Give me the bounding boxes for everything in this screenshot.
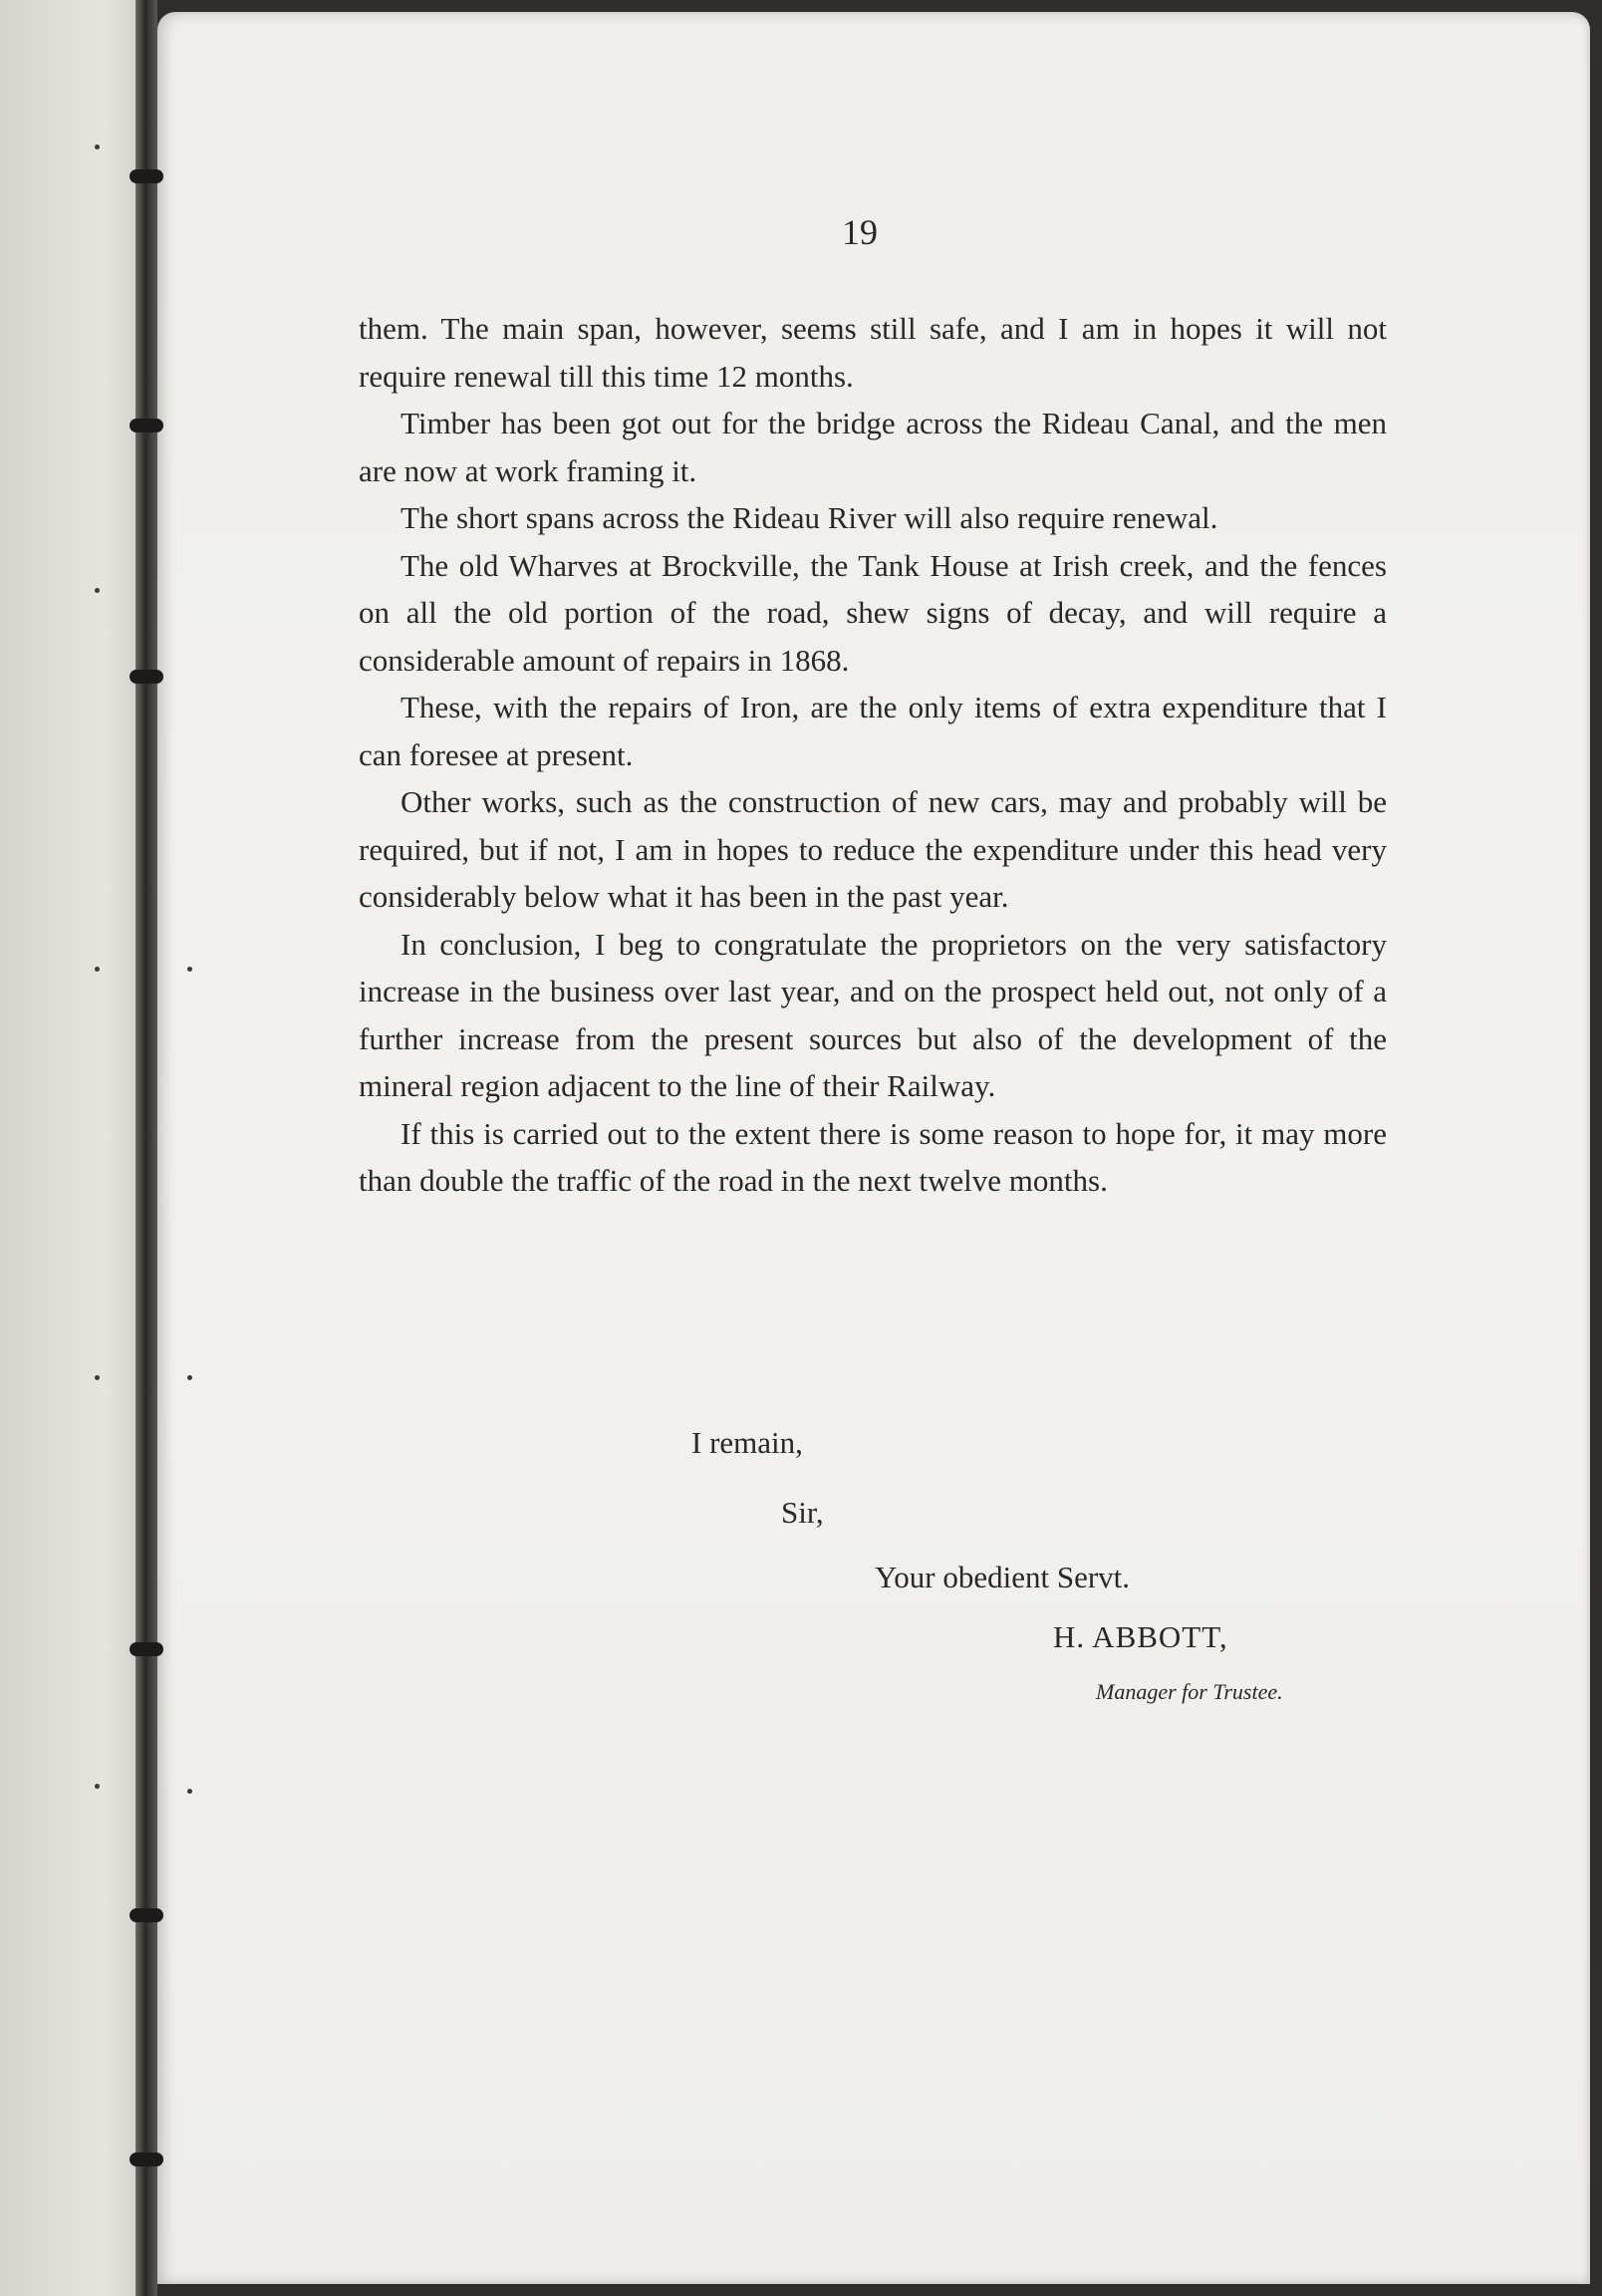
page-speck [95, 967, 100, 972]
paragraph: These, with the repairs of Iron, are the only items of extra expenditure that I can foresee at present. [359, 690, 1387, 772]
paragraph: The short spans across the Rideau River will also require renewal. [400, 500, 1218, 535]
paragraph: them. The main span, however, seems still safe, and I am in hopes it will not require renewal till this time 12 months. [359, 311, 1387, 394]
paragraph: In conclusion, I beg to congratulate the proprietors on the very satisfactory increase in the business over last year, and on the prospect held out, not only of a further increase from the present sources but also of the development of the mineral region adjacent to the line of their Railway. [359, 926, 1387, 1103]
page-speck [95, 144, 100, 149]
binding-stitch [130, 670, 163, 684]
page-speck [187, 967, 192, 972]
binding-stitch [130, 1908, 163, 1922]
paragraph: If this is carried out to the extent there is some reason to hope for, it may more than double the traffic of the road in the next twelve months. [359, 1115, 1387, 1198]
signature-name: H. ABBOTT, [1053, 1619, 1228, 1654]
closing-remain: I remain, [691, 1425, 803, 1460]
paragraph: Timber has been got out for the bridge across the Rideau Canal, and the men are now at work framing it. [359, 406, 1387, 488]
page-speck [187, 1375, 192, 1380]
page-speck [187, 1789, 192, 1794]
body-text [359, 305, 1387, 1205]
left-page-edge [0, 0, 149, 2296]
paragraph: The old Wharves at Brockville, the Tank House at Irish creek, and the fences on all the old portion of the road, shew signs of decay, and will require a considerable amount of repairs in 1868. [359, 547, 1387, 678]
binding-stitch [130, 1642, 163, 1656]
binding-stitch [130, 169, 163, 183]
paragraph: Other works, such as the construction of new cars, may and probably will be required, but if not, I am in hopes to reduce the expenditure under this head very considerably below what it has been in the past year. [359, 784, 1387, 914]
signature-title: Manager for Trustee. [1096, 1679, 1283, 1704]
closing-salutation: Sir, [781, 1495, 824, 1530]
page-number: 19 [842, 212, 878, 252]
binding-stitch [130, 2152, 163, 2166]
book-spine [135, 0, 157, 2296]
page-speck [95, 1375, 100, 1380]
page-speck [95, 1784, 100, 1789]
page-speck [95, 588, 100, 593]
closing-obedient: Your obedient Servt. [875, 1560, 1131, 1594]
binding-stitch [130, 419, 163, 432]
